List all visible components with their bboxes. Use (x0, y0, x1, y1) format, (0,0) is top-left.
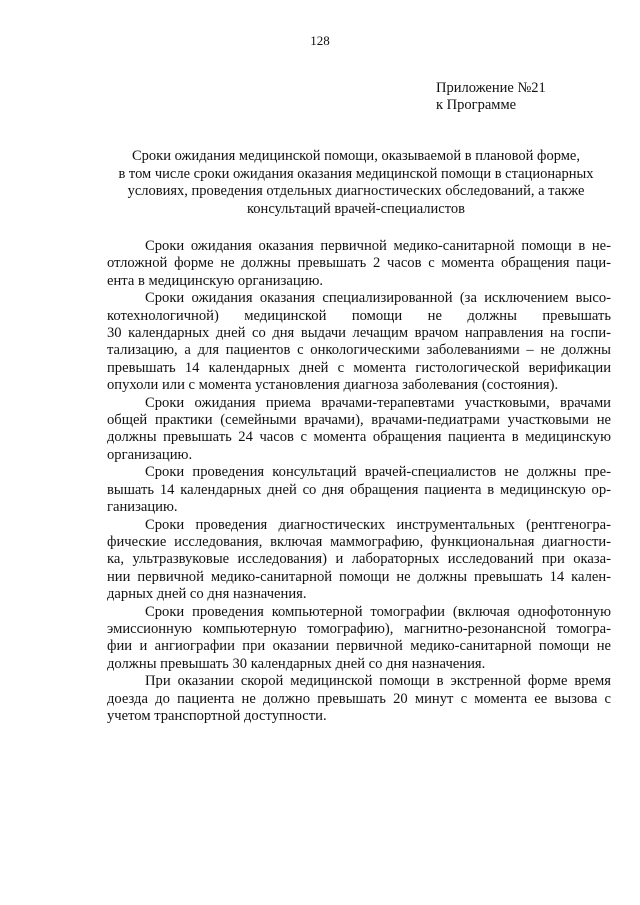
paragraph-line: 30 календарных дней со дня выдачи лечащим врачом направления на госпи- (107, 325, 611, 342)
title-line: консультаций врачей-специалистов (247, 200, 465, 217)
paragraph-line: Сроки проведения диагностических инструментальных (рентгеногра- (145, 516, 611, 533)
paragraph-line: ганизацию. (107, 499, 178, 516)
paragraph-line: Сроки ожидания оказания специализированной (за исключением высо- (145, 290, 611, 307)
paragraph-line: фические исследования, включая маммографию, функциональная диагности- (107, 533, 611, 550)
paragraph-line: фии и ангиографии при оказании первичной медико-санитарной помощи не (107, 638, 611, 655)
paragraph-line: превышать 14 календарных дней с момента гистологической верификации (107, 359, 611, 376)
paragraph-line: должны превышать 24 часов с момента обращения пациента в медицинскую (107, 429, 611, 446)
paragraph (107, 517, 611, 604)
paragraph-line: учетом транспортной доступности. (107, 707, 327, 724)
paragraph-line: Сроки ожидания приема врачами-терапевтами участковыми, врачами (145, 394, 611, 411)
paragraph-line: ента в медицинскую организацию. (107, 272, 323, 289)
paragraph-line: котехнологичной) медицинской помощи не должны превышать (107, 307, 611, 324)
paragraph-line: эмиссионную компьютерную томографию), магнитно-резонансной томогра- (107, 620, 611, 637)
title-line: условиях, проведения отдельных диагностических обследований, а также (127, 183, 585, 199)
paragraph (107, 395, 611, 465)
appendix-program: к Программе (436, 97, 517, 113)
paragraph (107, 604, 611, 674)
paragraph-line: вышать 14 календарных дней со дня обращения пациента в медицинскую ор- (107, 481, 611, 498)
paragraph-line: Сроки проведения компьютерной томографии (включая однофотонную (145, 603, 611, 620)
page-number: 128 (310, 33, 330, 48)
paragraph (107, 464, 611, 516)
paragraph (107, 290, 611, 394)
paragraph-line: ка, ультразвуковые исследования) и лабораторных исследований при оказа- (107, 551, 611, 568)
paragraph (107, 673, 611, 725)
document-title (100, 148, 612, 218)
paragraph-line: Сроки ожидания оказания первичной медико-санитарной помощи в не- (145, 238, 611, 254)
appendix-number: Приложение №21 (436, 80, 546, 96)
paragraph-line: нии первичной медико-санитарной помощи не должны превышать 14 кален- (107, 568, 611, 585)
paragraph-line: При оказании скорой медицинской помощи в экстренной форме время (145, 673, 611, 690)
paragraph-line: Сроки проведения консультаций врачей-специалистов не должны пре- (145, 464, 611, 481)
paragraph-line: организацию. (107, 446, 193, 463)
document-body (107, 238, 611, 725)
paragraph-line: тализацию, а для пациентов с онкологическими заболеваниями – не должны (107, 342, 611, 359)
paragraph-line: дарных дней со дня назначения. (107, 586, 307, 603)
title-line: Сроки ожидания медицинской помощи, оказываемой в плановой форме, (132, 148, 580, 164)
paragraph-line: доезда до пациента не должно превышать 20 минут с момента ее вызова с (107, 690, 611, 707)
paragraph-line: отложной форме не должны превышать 2 часов с момента обращения паци- (107, 255, 611, 272)
paragraph (107, 238, 611, 290)
title-line: в том числе сроки ожидания оказания медицинской помощи в стационарных (118, 165, 594, 182)
appendix-reference (436, 80, 546, 114)
paragraph-line: опухоли или с момента установления диагноза заболевания (состояния). (107, 377, 559, 394)
paragraph-line: должны превышать 30 календарных дней со дня назначения. (107, 655, 486, 672)
paragraph-line: общей практики (семейными врачами), врачами-педиатрами участковыми не (107, 412, 611, 429)
